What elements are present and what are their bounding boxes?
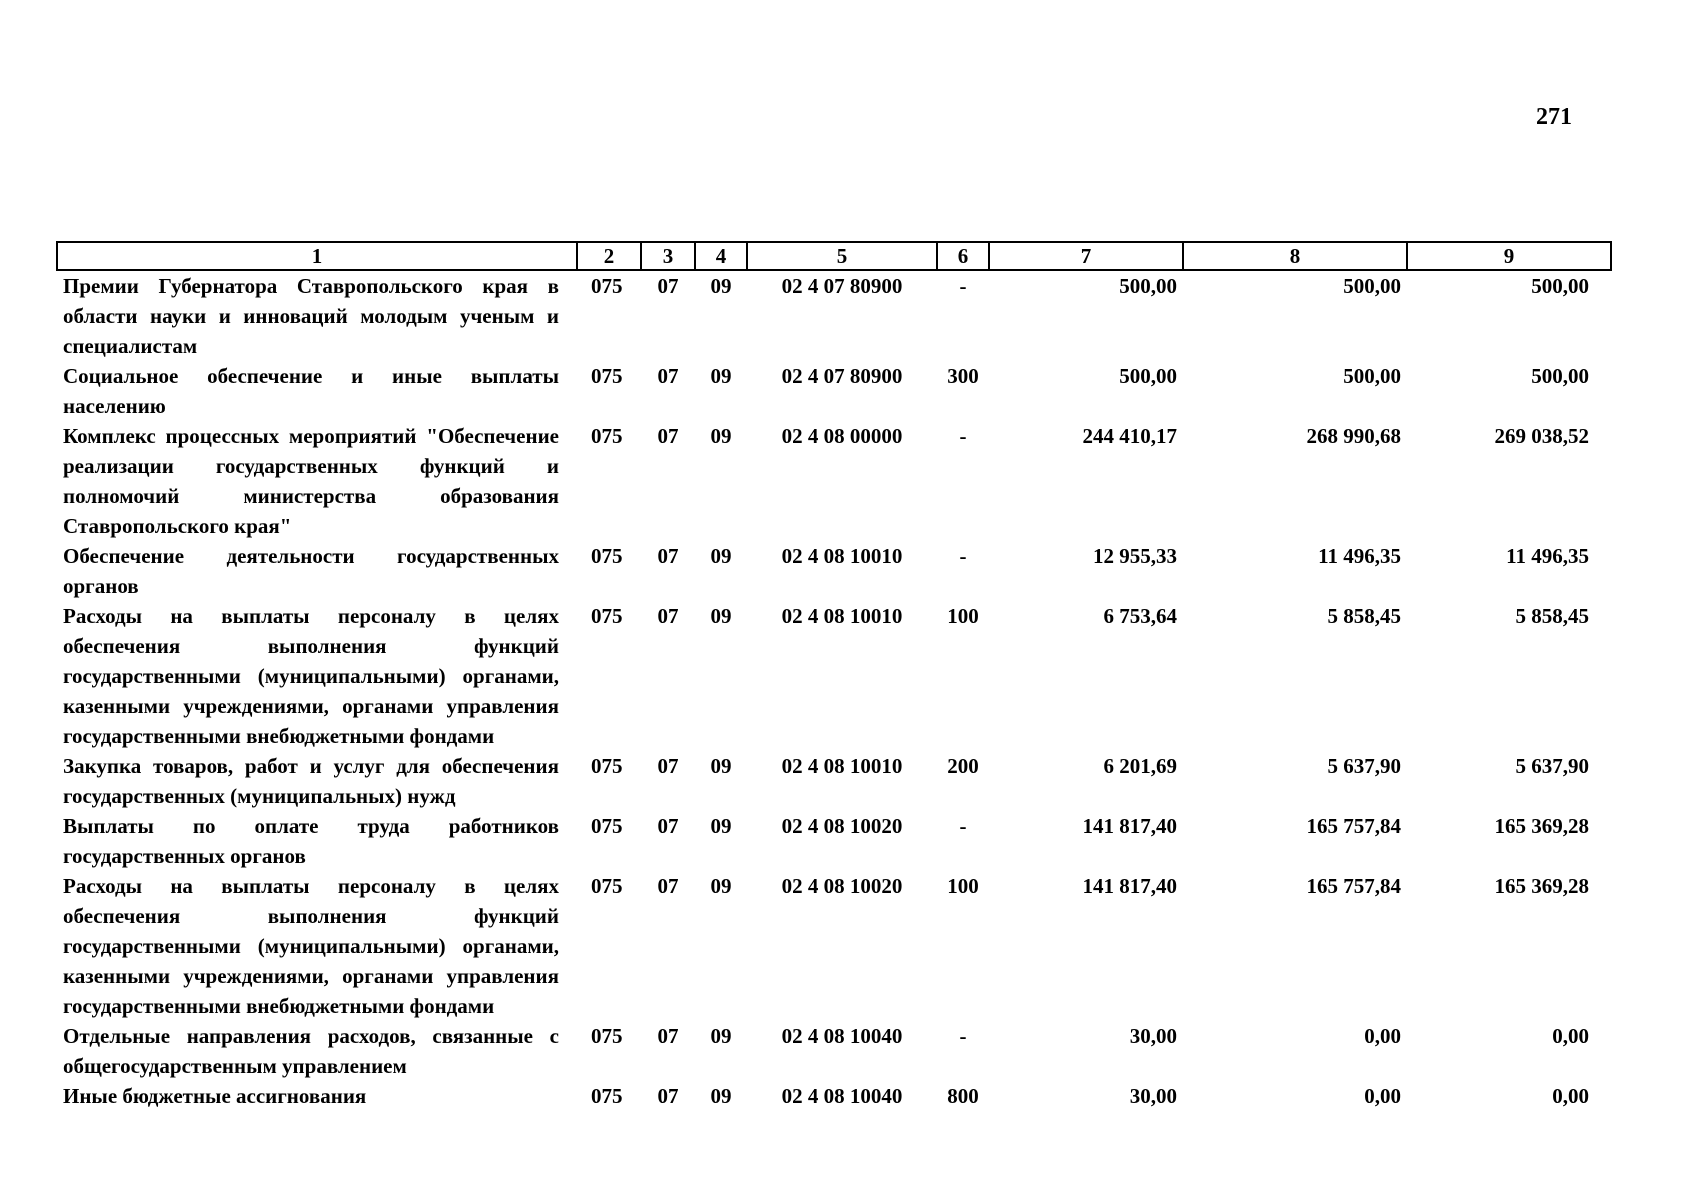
row-col-4: 09 (710, 814, 732, 838)
row-name: Расходы на выплаты персоналу в целях обеспечения выполнения функций государственными (муниципальными) органами, казенными учреждениями, органами управления государственными внебюджетными фондами (63, 874, 559, 1018)
row-col-3: 07 (657, 604, 679, 628)
row-col-8: 165 757,84 (1306, 874, 1401, 898)
row-col-3: 07 (657, 1024, 679, 1048)
table-row (57, 541, 1611, 601)
row-col-2: 075 (591, 604, 623, 628)
header-cell-5: 5 (747, 242, 937, 270)
row-col-2: 075 (591, 814, 623, 838)
row-col-2: 075 (591, 1084, 623, 1108)
row-col-7: 141 817,40 (1082, 814, 1177, 838)
row-col-8: 500,00 (1343, 364, 1401, 388)
row-col-9: 5 637,90 (1515, 754, 1589, 778)
table-row (57, 601, 1611, 751)
row-col-2: 075 (591, 1024, 623, 1048)
header-cell-1: 1 (57, 242, 577, 270)
row-name: Социальное обеспечение и иные выплаты населению (63, 364, 559, 418)
row-col-5: 02 4 07 80900 (781, 274, 903, 298)
row-col-8: 11 496,35 (1318, 544, 1401, 568)
row-col-3: 07 (657, 544, 679, 568)
row-col-4: 09 (710, 274, 732, 298)
row-col-8: 5 858,45 (1327, 604, 1401, 628)
row-col-3: 07 (657, 1084, 679, 1108)
row-col-6: 100 (947, 874, 979, 898)
header-cell-8: 8 (1183, 242, 1407, 270)
row-col-6: 100 (947, 604, 979, 628)
row-col-7: 141 817,40 (1082, 874, 1177, 898)
row-col-3: 07 (657, 814, 679, 838)
row-col-7: 500,00 (1119, 364, 1177, 388)
row-col-5: 02 4 08 00000 (781, 424, 903, 448)
row-col-9: 500,00 (1531, 274, 1589, 298)
row-col-2: 075 (591, 364, 623, 388)
row-col-5: 02 4 08 10020 (781, 814, 903, 838)
row-col-7: 6 753,64 (1103, 604, 1177, 628)
row-col-3: 07 (657, 364, 679, 388)
row-col-4: 09 (710, 424, 732, 448)
row-col-4: 09 (710, 754, 732, 778)
header-cell-4: 4 (695, 242, 747, 270)
row-col-7: 30,00 (1129, 1084, 1177, 1108)
row-name: Закупка товаров, работ и услуг для обеспечения государственных (муниципальных) нужд (63, 754, 559, 808)
row-col-7: 500,00 (1119, 274, 1177, 298)
row-name: Отдельные направления расходов, связанные с общегосударственным управлением (63, 1024, 559, 1078)
row-col-4: 09 (710, 1024, 732, 1048)
table-row (57, 1081, 1611, 1111)
header-cell-7: 7 (989, 242, 1183, 270)
row-col-7: 12 955,33 (1093, 544, 1177, 568)
row-col-9: 11 496,35 (1506, 544, 1589, 568)
row-col-6: 800 (947, 1084, 979, 1108)
row-col-9: 165 369,28 (1494, 874, 1589, 898)
row-col-8: 165 757,84 (1306, 814, 1401, 838)
row-name: Расходы на выплаты персоналу в целях обеспечения выполнения функций государственными (муниципальными) органами, казенными учреждениями, органами управления государственными внебюджетными фондами (63, 604, 559, 748)
row-col-4: 09 (710, 874, 732, 898)
row-col-9: 500,00 (1531, 364, 1589, 388)
row-col-6: 200 (947, 754, 979, 778)
row-col-3: 07 (657, 424, 679, 448)
row-col-5: 02 4 08 10020 (781, 874, 903, 898)
row-col-2: 075 (591, 874, 623, 898)
row-col-6: - (959, 814, 967, 838)
row-col-2: 075 (591, 754, 623, 778)
header-cell-3: 3 (641, 242, 695, 270)
row-name: Иные бюджетные ассигнования (63, 1084, 367, 1108)
row-name: Премии Губернатора Ставропольского края в области науки и инноваций молодым ученым и специалистам (63, 274, 559, 358)
table-row (57, 361, 1611, 421)
row-col-7: 244 410,17 (1082, 424, 1177, 448)
row-col-4: 09 (710, 364, 732, 388)
row-col-4: 09 (710, 544, 732, 568)
row-col-9: 0,00 (1552, 1084, 1589, 1108)
row-col-2: 075 (591, 424, 623, 448)
row-col-5: 02 4 08 10010 (781, 754, 903, 778)
table-row (57, 811, 1611, 871)
page-number: 271 (1536, 104, 1572, 130)
row-name: Обеспечение деятельности государственных органов (63, 544, 559, 598)
header-cell-6: 6 (937, 242, 989, 270)
row-col-4: 09 (710, 604, 732, 628)
header-cell-9: 9 (1407, 242, 1611, 270)
row-col-6: - (959, 424, 967, 448)
table-body (57, 270, 1611, 1111)
row-col-7: 30,00 (1129, 1024, 1177, 1048)
row-col-7: 6 201,69 (1103, 754, 1177, 778)
row-col-8: 500,00 (1343, 274, 1401, 298)
row-col-6: - (959, 274, 967, 298)
row-col-3: 07 (657, 874, 679, 898)
row-col-5: 02 4 08 10010 (781, 544, 903, 568)
budget-table (56, 241, 1612, 1111)
row-col-6: - (959, 1024, 967, 1048)
row-col-5: 02 4 08 10010 (781, 604, 903, 628)
table-header (57, 242, 1611, 270)
row-col-5: 02 4 08 10040 (781, 1024, 903, 1048)
row-name: Комплекс процессных мероприятий "Обеспечение реализации государственных функций и полномочий министерства образования Ставропольского края" (63, 424, 559, 538)
row-col-5: 02 4 08 10040 (781, 1084, 903, 1108)
row-col-9: 165 369,28 (1494, 814, 1589, 838)
table-row (57, 871, 1611, 1021)
table-row (57, 270, 1611, 361)
header-cell-2: 2 (577, 242, 641, 270)
table-row (57, 1021, 1611, 1081)
row-col-6: 300 (947, 364, 979, 388)
row-col-9: 269 038,52 (1494, 424, 1589, 448)
row-col-8: 0,00 (1364, 1024, 1401, 1048)
row-col-3: 07 (657, 754, 679, 778)
row-col-2: 075 (591, 274, 623, 298)
row-col-8: 0,00 (1364, 1084, 1401, 1108)
row-col-8: 5 637,90 (1327, 754, 1401, 778)
row-col-9: 5 858,45 (1515, 604, 1589, 628)
row-col-6: - (959, 544, 967, 568)
row-col-3: 07 (657, 274, 679, 298)
row-col-4: 09 (710, 1084, 732, 1108)
row-name: Выплаты по оплате труда работников государственных органов (63, 814, 559, 868)
row-col-2: 075 (591, 544, 623, 568)
table-row (57, 751, 1611, 811)
row-col-9: 0,00 (1552, 1024, 1589, 1048)
row-col-5: 02 4 07 80900 (781, 364, 903, 388)
header-row (57, 242, 1611, 270)
row-col-8: 268 990,68 (1306, 424, 1401, 448)
table-row (57, 421, 1611, 541)
